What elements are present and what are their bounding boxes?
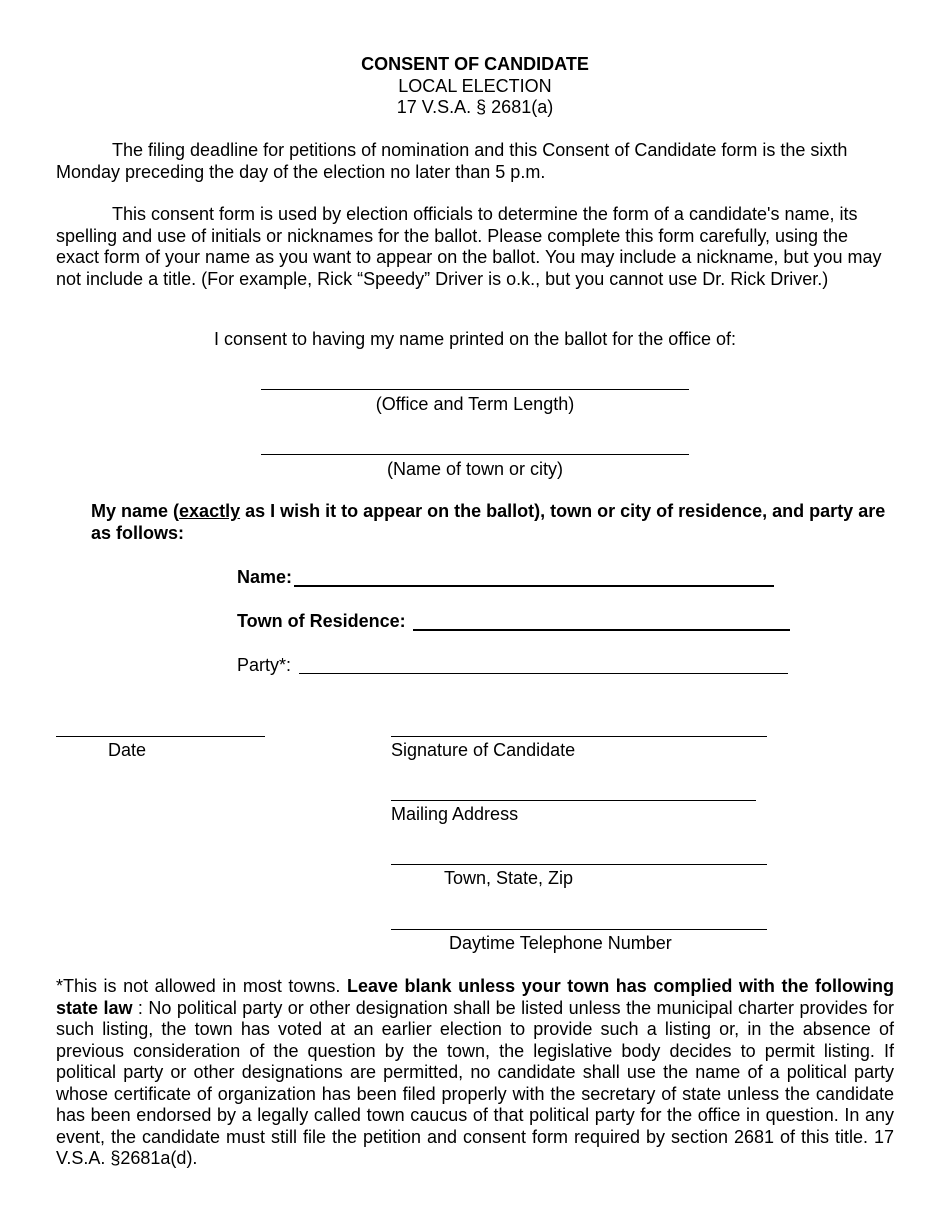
town-state-zip-caption: Town, State, Zip: [444, 868, 574, 888]
signature-line[interactable]: [391, 736, 767, 737]
form-title: CONSENT OF CANDIDATE: [361, 54, 589, 74]
name-field[interactable]: [294, 585, 774, 587]
party-label: Party*:: [237, 655, 292, 675]
exactly-emphasis: exactly: [179, 501, 241, 521]
footnote-emphasis: Leave blank unless your town has complied with the following state law: [56, 976, 894, 1018]
form-subtitle: LOCAL ELECTION: [398, 76, 552, 96]
date-line[interactable]: [56, 736, 265, 737]
office-term-caption: (Office and Term Length): [375, 394, 575, 414]
name-statement: My name (exactly as I wish it to appear on the ballot), town or city of residence, and party are as follows:: [91, 501, 886, 543]
date-caption: Date: [108, 740, 147, 760]
mailing-address-caption: Mailing Address: [391, 804, 519, 824]
town-city-caption: (Name of town or city): [386, 459, 564, 479]
footnote-paragraph: *This is not allowed in most towns. Leave blank unless your town has complied with the following state law : No political party or other designation shall be listed unless the municipal charter provides for such listing, the town has voted at an earlier election to provide such a listing or, in the absence of previous consideration of the question by the town, the legislative body decides to permit listing. If political party or other designations are permitted, no candidate shall use the name of a political party whose certificate of organization has been filed properly with the secretary of state unless the candidate has been endorsed by a legally called town caucus of that political party for the office in question. In any event, the candidate must still file the petition and consent form required by section 2681 of this title. 17 V.S.A. §2681a(d).: [56, 976, 894, 1168]
phone-caption: Daytime Telephone Number: [449, 933, 672, 953]
name-label: Name:: [237, 567, 293, 587]
town-city-line[interactable]: [261, 454, 689, 455]
signature-caption: Signature of Candidate: [391, 740, 576, 760]
residence-field[interactable]: [413, 629, 790, 631]
statute-reference: 17 V.S.A. § 2681(a): [396, 97, 554, 117]
consent-statement: I consent to having my name printed on the ballot for the office of:: [214, 329, 736, 349]
town-state-zip-line[interactable]: [391, 864, 767, 865]
usage-paragraph: This consent form is used by election officials to determine the form of a candidate's name, its spelling and use of initials or nicknames for the ballot. Please complete this form carefully, using the exact form of your name as you want to appear on the ballot. You may include a nickname, but you may not include a title. (For example, Rick “Speedy” Driver is o.k., but you cannot use Dr. Rick Driver.): [56, 204, 882, 289]
party-field[interactable]: [299, 673, 788, 674]
office-term-line[interactable]: [261, 389, 689, 390]
mailing-address-line[interactable]: [391, 800, 756, 801]
phone-line[interactable]: [391, 929, 767, 930]
deadline-paragraph: The filing deadline for petitions of nomination and this Consent of Candidate form is the sixth Monday preceding the day of the election no later than 5 p.m.: [56, 140, 848, 182]
residence-label: Town of Residence:: [237, 611, 406, 631]
